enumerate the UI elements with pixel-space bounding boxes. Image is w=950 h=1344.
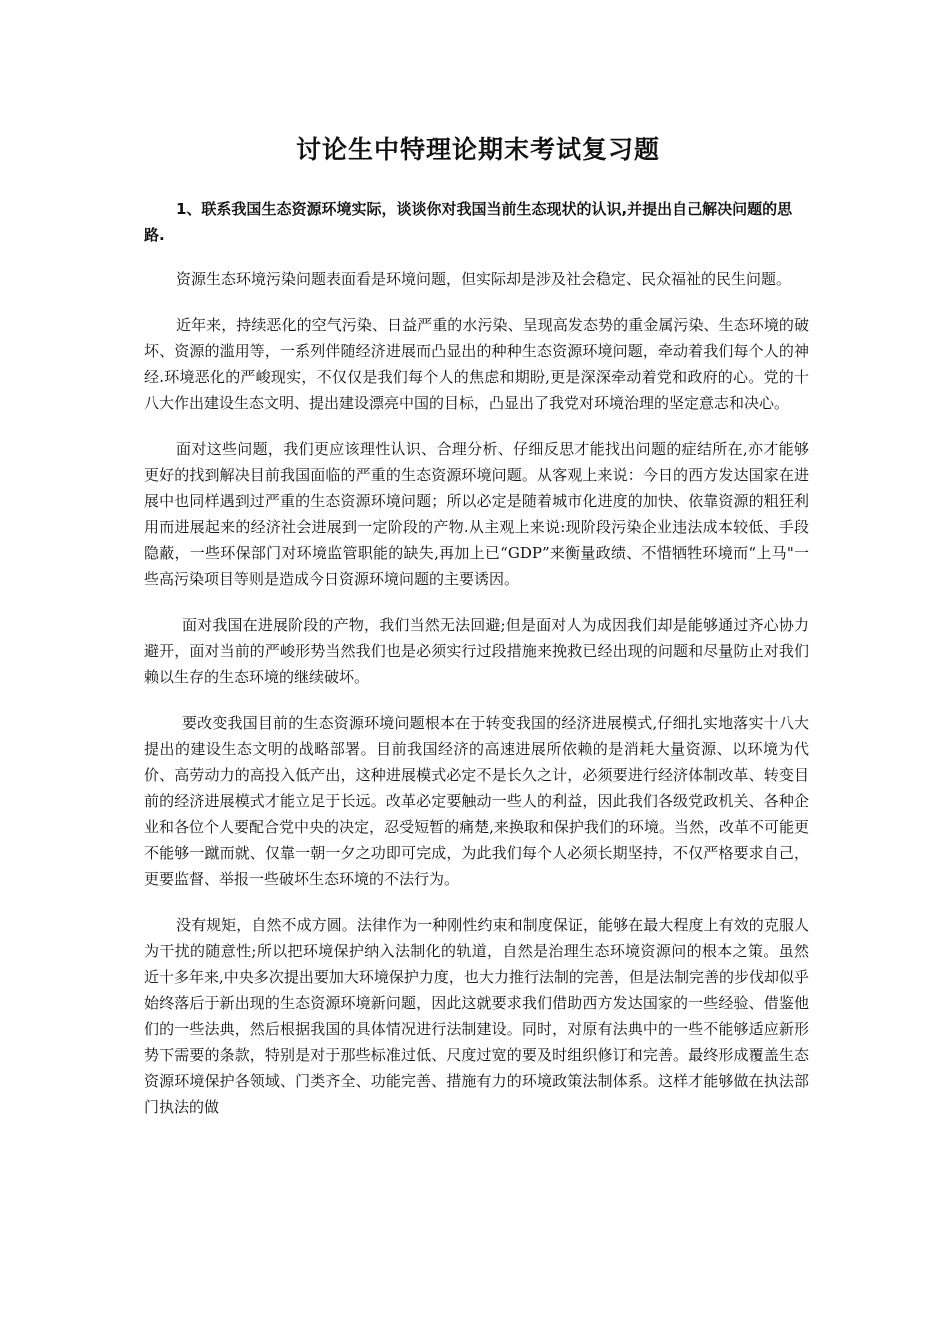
document-body — [144, 266, 809, 1140]
paragraph-5: 要改变我国目前的生态资源环境问题根本在于转变我国的经济进展模式,仔细扎实地落实十八大提出的建设生态文明的战略部署。目前我国经济的高速进展所依赖的是消耗大量资源、以环境为代价、高劳动力的高投入低产出，这种进展模式必定不是长久之计，必须要进行经济体制改革、转变目前的经济进展模式才能立足于长远。改革必定要触动一些人的利益，因此我们各级党政机关、各种企业和各位个人要配合党中央的决定，忍受短暂的痛楚,来换取和保护我们的环境。当然，改革不可能更不能够一蹴而就、仅靠一朝一夕之功即可完成，为此我们每个人必须长期坚持，不仅严格要求自己，更要监督、举报一些破坏生态环境的不法行为。 — [144, 714, 809, 888]
paragraph-6: 没有规矩，自然不成方圆。法律作为一种刚性约束和制度保证，能够在最大程度上有效的克服人为干扰的随意性;所以把环境保护纳入法制化的轨道，自然是治理生态环境资源问的根本之策。虽然近十多年来,中央多次提出要加大环境保护力度，也大力推行法制的完善，但是法制完善的步伐却似乎始终落后于新出现的生态资源环境新问题，因此这就要求我们借助西方发达国家的一些经验、借鉴他们的一些法典，然后根据我国的具体情况进行法制建设。同时，对原有法典中的一些不能够适应新形势下需要的条款，特别是对于那些标准过低、尺度过宽的要及时组织修订和完善。最终形成覆盖生态资源环境保护各领域、门类齐全、功能完善、措施有力的环境政策法制体系。这样才能够做在执法部门执法的做 — [144, 916, 809, 1116]
paragraph-1: 资源生态环境污染问题表面看是环境问题，但实际却是涉及社会稳定、民众福祉的民生问题。 — [176, 270, 792, 288]
question-heading: 1、联系我国生态资源环境实际，谈谈你对我国当前生态现状的认识,并提出自己解决问题的思路. — [144, 200, 793, 244]
document-title: 讨论生中特理论期末考试复习题 — [295, 135, 660, 164]
paragraph-2: 近年来，持续恶化的空气污染、日益严重的水污染、呈现高发态势的重金属污染、生态环境的破坏、资源的滥用等，一系列伴随经济进展而凸显出的种种生态资源环境问题，牵动着我们每个人的神经.环境恶化的严峻现实，不仅仅是我们每个人的焦虑和期盼,更是深深牵动着党和政府的心。党的十八大作出建设生态文明、提出建设漂亮中国的目标，凸显出了我党对环境治理的坚定意志和决心。 — [144, 316, 809, 412]
paragraph-3: 面对这些问题，我们更应该理性认识、合理分析、仔细反思才能找出问题的症结所在,亦才能够更好的找到解决目前我国面临的严重的生态资源环境问题。从客观上来说：今日的西方发达国家在进展中也同样遇到过严重的生态资源环境问题；所以必定是随着城市化进度的加快、依靠资源的粗狂利用而进展起来的经济社会进展到一定阶段的产物.从主观上来说:现阶段污染企业违法成本较低、手段隐蔽，一些环保部门对环境监管职能的缺失,再加上已“GDP”来衡量政绩、不惜牺牲环境而“上马"一些高污染项目等则是造成今日资源环境问题的主要诱因。 — [144, 440, 809, 588]
paragraph-4: 面对我国在进展阶段的产物，我们当然无法回避;但是面对人为成因我们却是能够通过齐心协力避开，面对当前的严峻形势当然我们也是必须实行过段措施来挽救已经出现的问题和尽量防止对我们赖以生存的生态环境的继续破坏。 — [144, 616, 809, 686]
